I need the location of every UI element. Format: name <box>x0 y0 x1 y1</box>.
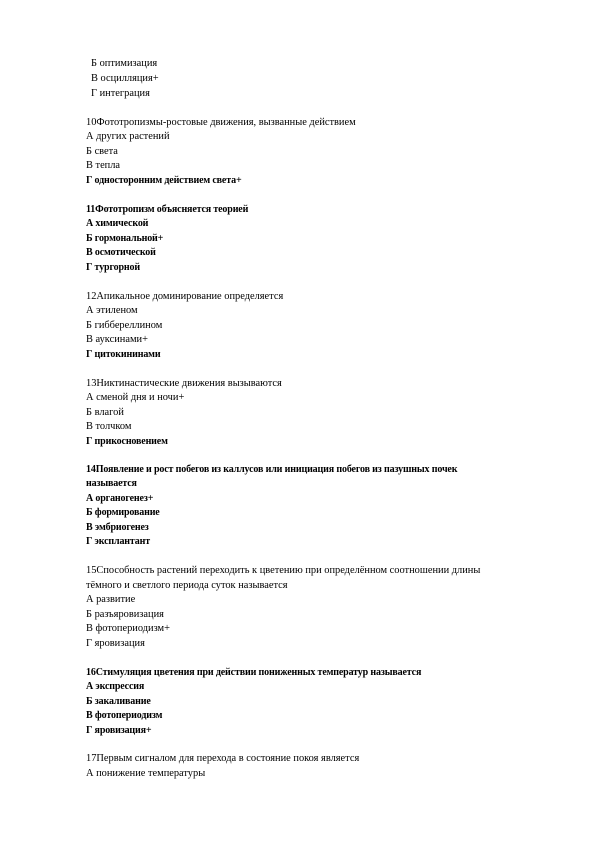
question-13-option-g: Г прикосновением <box>86 436 168 447</box>
question-16-option-v: В фотопериодизм <box>86 710 163 721</box>
question-15-line-2: тёмного и светлого периода суток называется <box>86 580 288 591</box>
question-15-option-b: Б разъяровизация <box>86 609 164 620</box>
question-11-option-g: Г тургорной <box>86 262 140 273</box>
question-14-option-b: Б формирование <box>86 507 160 518</box>
question-13-option-v: В толчком <box>86 421 132 432</box>
question-12-option-v: В ауксинами+ <box>86 334 148 345</box>
question-11-option-a: А химической <box>86 218 149 229</box>
question-12-option-a: А этиленом <box>86 305 138 316</box>
question-17: 17Первым сигналом для перехода в состояние покоя является <box>86 753 360 764</box>
question-11: 11Фототропизм объясняется теорией <box>86 204 249 215</box>
option-g: Г интеграция <box>91 88 150 99</box>
question-10-option-v: В тепла <box>86 160 121 171</box>
question-14-option-g: Г эксплантант <box>86 536 151 547</box>
question-11-option-b: Б гормональной+ <box>86 233 164 244</box>
question-13: 13Никтинастические движения вызываются <box>86 378 282 389</box>
question-10: 10Фототропизмы-ростовые движения, вызванные действием <box>86 117 356 128</box>
question-15-option-v: В фотопериодизм+ <box>86 623 170 634</box>
question-15-option-g: Г яровизация <box>86 638 145 649</box>
question-16-option-b: Б закаливание <box>86 696 151 707</box>
question-16: 16Стимуляция цветения при действии пониженных температур называется <box>86 667 422 678</box>
question-14-option-a: А органогенез+ <box>86 493 154 504</box>
question-10-option-a: А других растений <box>86 131 170 142</box>
question-15-line-1: 15Способность растений переходить к цветению при определённом соотношении длины <box>86 565 481 576</box>
question-12-option-g: Г цитокининами <box>86 349 161 360</box>
question-14-option-v: В эмбриогенез <box>86 522 149 533</box>
question-10-option-g: Г односторонним действием света+ <box>86 175 242 186</box>
question-16-option-a: А экспрессия <box>86 681 145 692</box>
question-15-option-a: А развитие <box>86 594 136 605</box>
question-14-line-1: 14Появление и рост побегов из каллусов или инициация побегов из пазушных почек <box>86 464 458 475</box>
option-b: Б оптимизация <box>91 58 158 69</box>
question-17-option-a: А понижение температуры <box>86 768 206 779</box>
question-16-option-g: Г яровизация+ <box>86 725 152 736</box>
question-13-option-a: А сменой дня и ночи+ <box>86 392 185 403</box>
question-10-option-b: Б света <box>86 146 118 157</box>
question-12-option-b: Б гиббереллином <box>86 320 163 331</box>
question-13-option-b: Б влагой <box>86 407 124 418</box>
question-14-line-2: называется <box>86 478 137 489</box>
question-12: 12Апикальное доминирование определяется <box>86 291 284 302</box>
option-v: В осцилляция+ <box>91 73 159 84</box>
question-11-option-v: В осмотической <box>86 247 156 258</box>
